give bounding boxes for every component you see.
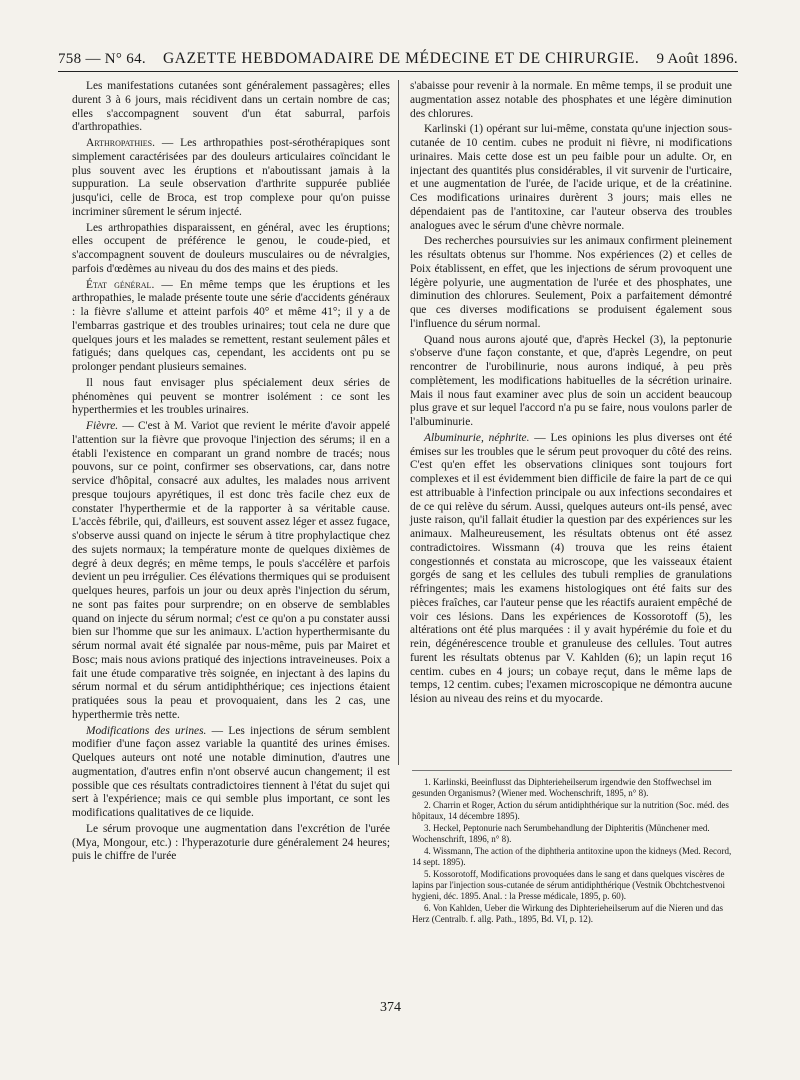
paragraph-text: — Les injections de sérum semblent modifier d'une façon assez variable la quantité des urines émises. Quelques auteurs ont noté une notable diminution, d'autres une augmentation, d'autres enfin n'ont observé aucun changement; il est possible que ces résultats contradictoires tiennent à l'état du sujet qui sert à l'expérience; mais ce qui semble plus important, ce sont les modifications qualitatives de ce liquide. bbox=[72, 724, 390, 819]
running-header bbox=[58, 38, 738, 72]
footnotes bbox=[412, 770, 732, 926]
paragraph-text: — En même temps que les éruptions et les arthropathies, le malade présente toute une série d'accidents généraux : la fièvre s'allume et atteint parfois 40° et même 41°; il y a de l'embarras gastrique et des troubles urinaires; tout cela ne dure que quelques jours et les malades se remettent, restant seulement pâles et fatigués; dans quelques cas, cependant, les accidents ont pu se prolonger pendant plusieurs semaines. bbox=[72, 278, 390, 373]
journal-title: GAZETTE HEBDOMADAIRE DE MÉDECINE ET DE CHIRURGIE. bbox=[162, 50, 640, 67]
paragraph-text: — C'est à M. Variot que revient le mérite d'avoir appelé l'attention sur la fièvre que provoque l'injection des sérums; il en a établi l'existence en comparant un grand nombre de tracés; nous pouvons, sur ce point, confirmer ses observations, car, dans notre service d'hôpital, consacré aux adultes, les malades nous arrivent presque toujours apyrétiques, il est donc très facile chez eux de constater l'hyperthermie et de la rapporter à sa véritable cause. L'accès fébrile, qui, d'ailleurs, est souvent assez léger et assez fugace, s'observe aussi quand on injecte le sérum à titre prophylactique chez des sujets normaux; la température monte de quelques dixièmes de degré à deux degrés; en même temps, le pouls s'accélère et parfois devient un peu irrégulier. Ces élévations thermiques qui se produisent quelques heures, parfois un jour ou deux après l'injection du sérum, ne sont pas faites pour surprendre; on en observe de semblables quand on injecte du sérum normal; c'est ce qu'on a pu constater aussi bien sur l'homme que sur les animaux. L'action hyperthermisante du sérum normal avait été signalée par nous-même, puis par Mairet et Bosc; mais nous avions pratiqué des injections intraveineuses. Poix a fait une étude comparative très soignée, en injectant à des lapins du sérum normal et du sérum antidiphthérique; ces injections étaient pratiquées sous la peau et provoquaient, dans les 2 cas, une hyperthermie très nette. bbox=[72, 420, 390, 721]
paragraph bbox=[72, 137, 390, 220]
section-heading-albuminurie: Albuminurie, néphrite. bbox=[424, 431, 530, 444]
issue-date: 9 Août 1896. bbox=[656, 51, 738, 67]
footnote: 1. Karlinski, Beeinflusst das Diphterieheilserum irgendwie den Stoffwechsel im gesunden Organismus? (Wiener med. Wochenschrift, 1895, n° 8). bbox=[412, 777, 712, 798]
section-heading-etat-general: État général. bbox=[86, 278, 155, 291]
paragraph-text: — Les arthropathies post-sérothérapiques sont simplement caractérisées par des douleurs articulaires coïncidant le plus souvent avec les éruptions et n'aboutissant jamais à la suppuration. La seule observation d'arthrite suppurée publiée jusqu'ici, celle de Broca, est trop complexe pour qu'on puisse incriminer sûrement le sérum injecté. bbox=[72, 137, 390, 218]
paragraph: Les arthropathies disparaissent, en général, avec les éruptions; elles occupent de préférence le genou, le coude-pied, et s'accompagnent souvent de douleurs musculaires ou de névralgies, parfois d'œdèmes au niveau du dos des mains et des pieds. bbox=[72, 221, 390, 275]
paragraph: Les manifestations cutanées sont généralement passagères; elles durent 3 à 6 jours, mais récidivent dans un certain nombre de cas; elles s'accompagnent souvent d'un état saburral, parfois d'arthropathies. bbox=[72, 80, 390, 134]
paragraph: Quand nous aurons ajouté que, d'après Heckel (3), la peptonurie s'observe d'une façon constante, et que, d'après Legendre, on peut rencontrer de l'urobilinurie, nous aurons indiqué, à peu près complètement, les modifications habituelles de la sécrétion urinaire. Mais il nous faut examiner avec plus de soin un accident beaucoup plus grave et sur lequel l'accord n'a pu se faire, nous voulons parler de l'albuminurie. bbox=[410, 333, 732, 428]
paragraph: s'abaisse pour revenir à la normale. En même temps, il se produit une augmentation assez notable des phosphates et une légère diminution des chlorures. bbox=[410, 80, 732, 120]
page-number: 374 bbox=[380, 1000, 401, 1015]
footnote: 6. Von Kahlden, Ueber die Wirkung des Diphterieheilserum auf die Nieren und das Herz (Centralb. f. allg. Path., 1895, Bd. VI, p. 12). bbox=[412, 903, 724, 924]
footnote: 5. Kossorotoff, Modifications provoquées dans le sang et dans quelques viscères de lapins par l'injection sous-cutanée de sérum antidiphthérique (Vestnik Obchtchestvenoi hygieni, déc. 1895. Anal. : la Presse médicale, 1895, p. 60). bbox=[412, 869, 726, 901]
left-column bbox=[72, 80, 399, 863]
section-heading-arthropathies: Arthropathies. bbox=[86, 137, 155, 149]
paragraph: Le sérum provoque une augmentation dans l'excrétion de l'urée (Mya, Mongour, etc.) : l'hyperazoturie dure généralement 24 heures; puis le chiffre de l'urée bbox=[72, 822, 390, 863]
paragraph: Il nous faut envisager plus spécialement deux séries de phénomènes qui peuvent se montrer isolément : ce sont les hyperthermies et les troubles urinaires. bbox=[72, 376, 390, 417]
section-heading-modifications-urines: Modifications des urines. bbox=[86, 724, 207, 737]
page-issue-number: 758 — N° 64. bbox=[58, 51, 146, 67]
paragraph bbox=[410, 432, 732, 707]
footnote: 3. Heckel, Peptonurie nach Serumbehandlung der Diphteritis (Münchener med. Wochenschrift, 1896, n° 8). bbox=[412, 823, 710, 844]
paragraph: Des recherches poursuivies sur les animaux confirment pleinement les résultats obtenus sur l'homme. Nos expériences (2) et celles de Poix établissent, en effet, que les injections de sérum provoquent une légère polyurie, une augmentation de l'urée et des phosphates, une diminution des chlorures. Seulement, Poix a parfaitement démontré que ces diverses modifications se produisent également sous l'influence du sérum normal. bbox=[410, 235, 732, 330]
paragraph bbox=[72, 725, 390, 821]
paragraph: Karlinski (1) opérant sur lui-même, constata qu'une injection sous-cutanée de 10 centim. cubes ne produit ni fièvre, ni modifications urinaires. Mais cette dose est un peu faible pour un adulte. Or, en injectant des quantités plus considérables, il vit survenir de l'urticaire, et une augmentation de l'urée, de l'acide urique, et de la créatinine. Ces modifications urinaires durèrent 3 jours; mais elles ne dépendaient pas de l'antitoxine, car l'auteur observa des troubles analogues avec le sérum d'une chèvre normale. bbox=[410, 123, 732, 232]
paragraph bbox=[72, 279, 390, 375]
footnote: 2. Charrin et Roger, Action du sérum antidiphthérique sur la nutrition (Soc. méd. des hôpitaux, 14 décembre 1895). bbox=[412, 800, 729, 821]
paragraph bbox=[72, 420, 390, 723]
paragraph-text: — Les opinions les plus diverses ont été émises sur les troubles que le sérum peut provoquer du côté des reins. C'est qu'en effet les observations cliniques sont toujours fort complexes et il est évidemment bien difficile de faire la part de ce qui est attribuable à l'infection principale ou aux infections secondaires et de ce qui relève du sérum. Aussi, quelques auteurs ont-ils pensé, avec juste raison, qu'il fallait étudier la question par des expériences sur les animaux. Malheureusement, les résultats obtenus ont été assez contradictoires. Wissmann (4) trouva que les reins étaient congestionnés et constata au microscope, que les vaisseaux étaient gorgés de sang et les cellules des tubuli remplies de granulations réfringentes; mais les examens histologiques ont été faits sur des pièces fraîches, car l'auteur pense que les réactifs auraient empêché de voir ces lésions. Dans les expériences de Kossorotoff (5), les altérations ont été plus marquées : il y avait hypérémie du foie et du rein, dégénérescence trouble et granuleuse des cellules. Tout autres furent les résultats obtenus par V. Kahlden (6); un lapin reçut 16 centim. cubes en 4 jours; un cobaye reçut, dans le même laps de temps, 12 centim. cubes; l'examen microscopique ne démontra aucune lésion au niveau des reins et du myocarde. bbox=[410, 431, 733, 705]
section-heading-fievre: Fièvre. bbox=[86, 420, 119, 432]
footnote: 4. Wissmann, The action of the diphtheria antitoxine upon the kidneys (Med. Record, 14 sept. 1895). bbox=[412, 846, 732, 867]
right-column bbox=[410, 80, 732, 765]
